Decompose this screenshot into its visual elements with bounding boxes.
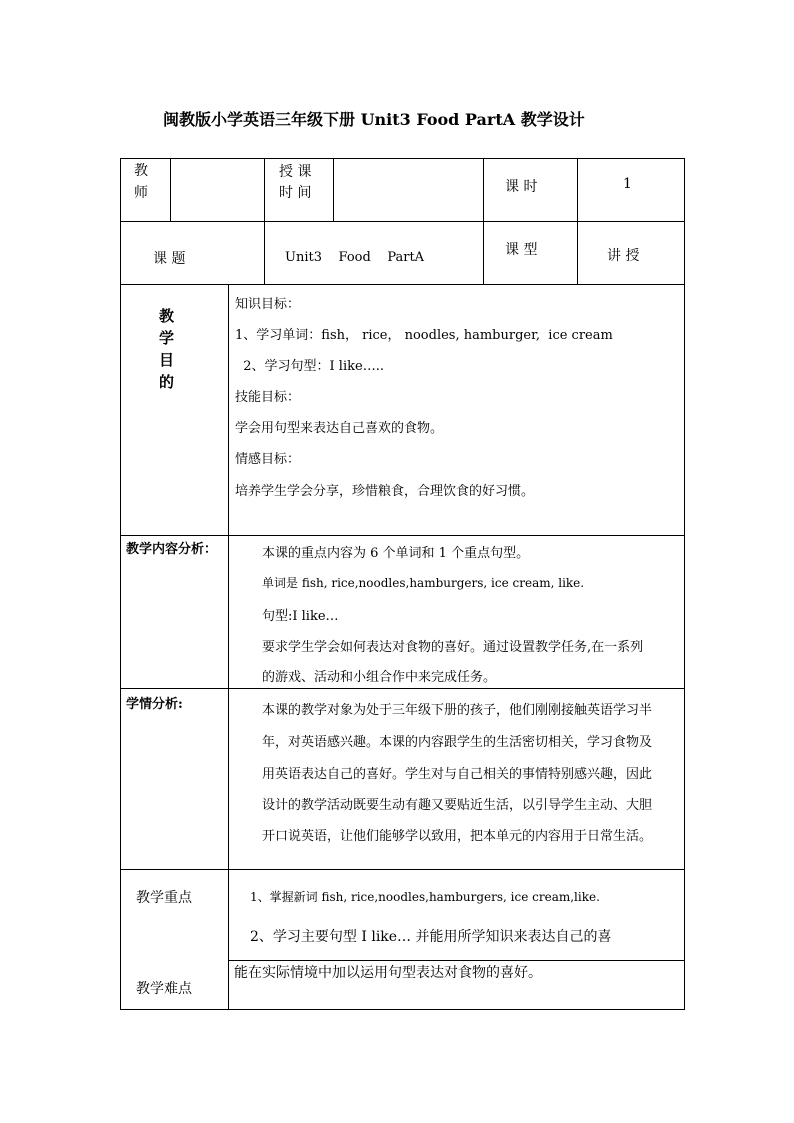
topic-label: 课 题 (153, 251, 186, 267)
class-time-label: 授 课 (279, 164, 312, 180)
content-analysis-line: 要求学生学会如何表达对食物的喜好。通过设置教学任务,在一系列 (262, 640, 644, 655)
col-divider (264, 158, 265, 221)
period-value: 1 (623, 176, 632, 192)
row-divider (120, 869, 685, 870)
objectives-line: 1、学习单词：fish， rice， noodles, hamburger, ice cream (235, 328, 613, 343)
topic-value: Unit3 Food PartA (285, 250, 425, 265)
learner-analysis-line: 用英语表达自己的喜好。学生对与自己相关的事情特别感兴趣，因此 (262, 767, 653, 782)
key-points-label: 教学重点 (136, 890, 192, 906)
learner-analysis-label: 学情分析: (126, 697, 183, 712)
class-time-label: 时 间 (279, 185, 312, 201)
learner-analysis-line: 本课的教学对象为处于三年级下册的孩子，他们刚刚接触英语学习半 (262, 703, 653, 718)
table-border-top (120, 158, 685, 159)
objectives-label-char: 的 (159, 373, 175, 391)
objectives-label-char: 学 (159, 329, 175, 347)
difficulties-text: 能在实际情境中加以运用句型表达对食物的喜好。 (234, 965, 542, 981)
col-divider (228, 284, 229, 1010)
objectives-label-char: 目 (159, 351, 175, 369)
col-divider (264, 221, 265, 284)
period-label: 课 时 (505, 179, 538, 195)
table-border-right (684, 158, 685, 1010)
content-analysis-line: 句型:I like… (262, 609, 339, 624)
content-analysis-label: 教学内容分析： (126, 542, 218, 557)
teacher-label: 师 (134, 185, 148, 201)
row-divider (120, 284, 685, 285)
objectives-line: 技能目标： (235, 390, 301, 405)
content-analysis-line: 的游戏、活动和小组合作中来完成任务。 (262, 670, 497, 685)
row-divider (120, 535, 685, 536)
learner-analysis-line: 设计的教学活动既要生动有趣又要贴近生活，以引导学生主动、大胆 (262, 798, 653, 813)
page-title: 闽教版小学英语三年级下册 Unit3 Food PartA 教学设计 (163, 110, 585, 129)
col-divider (483, 158, 484, 284)
difficulties-label: 教学难点 (136, 981, 192, 997)
type-label: 课 型 (505, 242, 538, 258)
type-value: 讲 授 (607, 248, 640, 264)
objectives-line: 情感目标： (235, 452, 301, 467)
content-analysis-line: 单词是 fish, rice,noodles,hamburgers, ice cream, like. (262, 576, 585, 590)
objectives-line: 学会用句型来表达自己喜欢的食物。 (235, 421, 444, 436)
content-analysis-line: 本课的重点内容为 6 个单词和 1 个重点句型。 (262, 546, 530, 561)
col-divider (577, 158, 578, 284)
objectives-line: 培养学生学会分享，珍惜粮食，合理饮食的好习惯。 (235, 484, 535, 499)
col-divider (170, 158, 171, 221)
learner-analysis-line: 开口说英语，让他们能够学以致用，把本单元的内容用于日常生活。 (262, 829, 653, 844)
row-divider-partial (228, 960, 685, 961)
teacher-label: 教 (134, 163, 148, 179)
objectives-line: 知识目标： (235, 297, 301, 312)
table-border-left (120, 158, 121, 1010)
col-divider (333, 158, 334, 221)
row-divider (120, 688, 685, 689)
table-border-bottom (120, 1009, 685, 1010)
objectives-line: 2、学习句型：I like….. (235, 359, 384, 374)
learner-analysis-line: 年，对英语感兴趣。本课的内容跟学生的生活密切相关，学习食物及 (262, 735, 653, 750)
key-points-line: 1、掌握新词 fish, rice,noodles,hamburgers, ice cream,like. (250, 890, 600, 904)
row-divider (120, 221, 685, 222)
objectives-label-char: 教 (159, 307, 175, 325)
key-points-line: 2、学习主要句型 I like… 并能用所学知识来表达自己的喜 (250, 929, 612, 945)
